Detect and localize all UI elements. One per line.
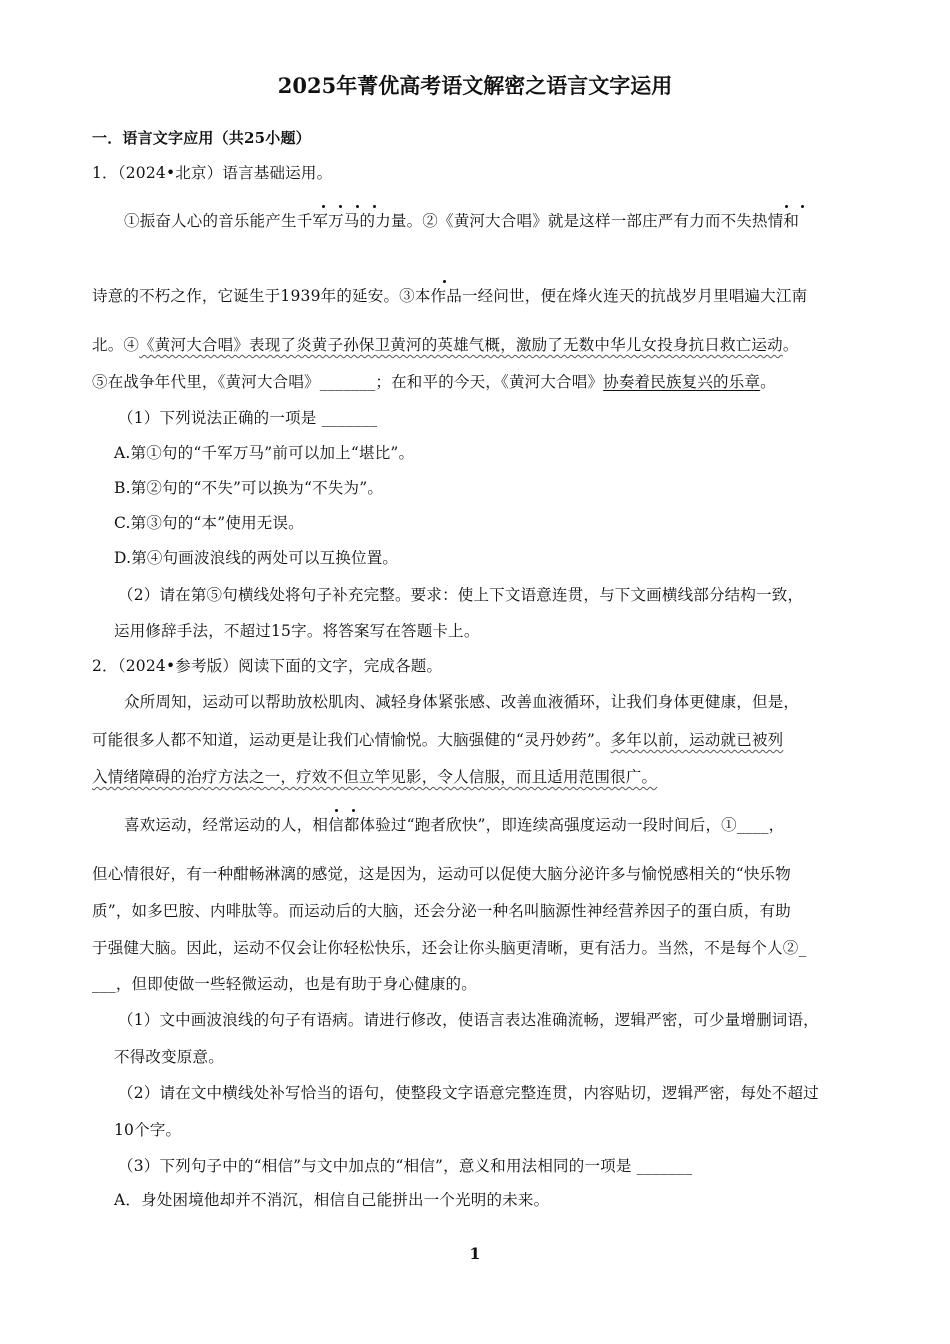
q1-option-c: C.第③句的“本”使用无误。 xyxy=(114,514,304,532)
section-heading: 一．语言文字应用（共25小题） xyxy=(92,129,311,147)
q2-passage-line-6: 质”，如多巴胺、内啡肽等。而运动后的大脑，还会分泌一种名叫脑源性神经营养因子的蛋白质，有助 xyxy=(92,902,791,920)
q2-subquestion-2-line-1: （2）请在文中横线处补写恰当的语句，使整段文字语意完整连贯，内容贴切，逻辑严密，每处不超过 xyxy=(118,1084,819,1102)
emphasis-dot xyxy=(335,809,338,812)
emphasis-dot xyxy=(339,205,342,208)
page-number: 1 xyxy=(469,1244,481,1263)
emphasis-dot xyxy=(322,205,325,208)
q1-option-a: A.第①句的“千军万马”前可以加上“堪比”。 xyxy=(114,444,415,462)
emphasis-dot xyxy=(785,205,788,208)
q2-subquestion-1-line-1: （1）文中画波浪线的句子有语病。请进行修改，使语言表达准确流畅，逻辑严密，可少量增删词语， xyxy=(118,1011,819,1029)
q2-passage-line-4: 喜欢运动，经常运动的人，相信都体验过“跑者欣快”，即连续高强度运动一段时间后，①____， xyxy=(124,816,785,834)
q1-option-b: B.第②句的“不失”可以换为“不失为”。 xyxy=(114,479,384,497)
emphasis-dot xyxy=(356,205,359,208)
q1-heading: 1．（2024•北京）语言基础运用。 xyxy=(92,164,333,182)
q2-subquestion-1-line-2: 不得改变原意。 xyxy=(114,1048,224,1066)
q2-passage-line-7: 于强健大脑。因此，运动不仅会让你轻松快乐，还会让你头脑更清晰，更有活力。当然，不是每个人②_ xyxy=(92,939,807,957)
emphasis-dot xyxy=(443,280,446,283)
q2-passage-line-2: 可能很多人都不知道，运动更是让我们心情愉悦。大脑强健的“灵丹妙药”。多年以前，运动就已被列 xyxy=(92,731,784,749)
q1-passage-line-2: 诗意的不朽之作，它诞生于1939年的延安。③本作品一经问世，便在烽火连天的抗战岁月里唱遍大江南 xyxy=(92,287,808,305)
q2-passage-line-8: ___，但即使做一些轻微运动，也是有助于身心健康的。 xyxy=(92,975,477,993)
q1-passage-line-4: ⑤在战争年代里，《黄河大合唱》_______；在和平的今天，《黄河大合唱》协奏着民族复兴的乐章。 xyxy=(92,373,776,391)
q2-option-a: A．身处困境他却并不消沉，相信自己能拼出一个光明的未来。 xyxy=(114,1191,550,1209)
q1-option-d: D.第④句画波浪线的两处可以互换位置。 xyxy=(114,549,399,567)
q2-passage-line-5: 但心情很好，有一种酣畅淋漓的感觉，这是因为，运动可以促使大脑分泌许多与愉悦感相关的“快乐物 xyxy=(92,865,791,883)
q1-subquestion-1: （1）下列说法正确的一项是 _______ xyxy=(118,409,378,427)
q2-heading: 2．（2024•参考版）阅读下面的文字，完成各题。 xyxy=(92,657,443,675)
q1-subquestion-2-line-1: （2）请在第⑤句横线处将句子补充完整。要求：使上下文语意连贯，与下文画横线部分结构一致， xyxy=(118,586,804,604)
q2-passage-line-1: 众所周知，运动可以帮助放松肌肉、减轻身体紧张感、改善血液循环，让我们身体更健康，但是， xyxy=(124,693,800,711)
emphasis-dot xyxy=(373,205,376,208)
underlined-text: 协奏着民族复兴的乐章 xyxy=(603,373,761,391)
emphasis-dot xyxy=(352,809,355,812)
q2-subquestion-3: （3）下列句子中的“相信”与文中加点的“相信”，意义和用法相同的一项是 _______ xyxy=(118,1157,693,1175)
q2-subquestion-2-line-2: 10个字。 xyxy=(114,1121,182,1139)
q1-passage-line-1: ①振奋人心的音乐能产生千军万马的力量。②《黄河大合唱》就是这样一部庄严有力而不失热情和 xyxy=(124,212,800,230)
document-title: 2025年菁优高考语文解密之语言文字运用 xyxy=(277,73,673,98)
wavy-underlined-text: 多年以前，运动就已被列 xyxy=(610,731,784,749)
emphasis-dot xyxy=(801,205,804,208)
q1-subquestion-2-line-2: 运用修辞手法，不超过15字。将答案写在答题卡上。 xyxy=(114,622,480,640)
wavy-underlined-text: 《黄河大合唱》表现了炎黄子孙保卫黄河的英雄气概，激励了无数中华儿女投身抗日救亡运动 xyxy=(139,336,783,354)
wavy-underlined-text: 入情绪障碍的治疗方法之一，疗效不但立竿见影，令人信服，而且适用范围很广。 xyxy=(92,768,658,786)
q1-passage-line-3: 北。④《黄河大合唱》表现了炎黄子孙保卫黄河的英雄气概，激励了无数中华儿女投身抗日救亡运动。 xyxy=(92,336,799,354)
q2-passage-line-3 xyxy=(92,767,657,787)
